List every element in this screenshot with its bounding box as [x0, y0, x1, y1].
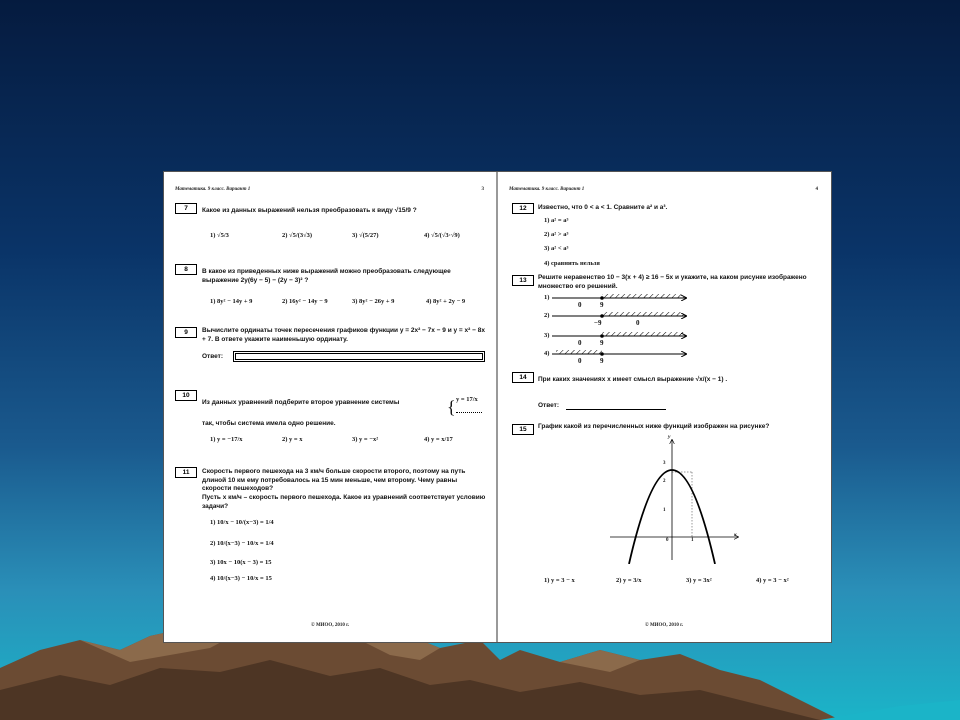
- tick-label: 9: [600, 357, 604, 365]
- answer-option[interactable]: 4) y = x/17: [424, 436, 453, 443]
- page-number: 4: [815, 187, 818, 192]
- parabola-graph: [606, 434, 746, 564]
- answer-option[interactable]: 3) y = −x²: [352, 436, 379, 443]
- answer-option[interactable]: 3) a² < a³: [544, 245, 569, 252]
- tick-label: 9: [600, 339, 604, 347]
- answer-option[interactable]: 4) 10/(x−3) − 10/x = 15: [210, 575, 272, 582]
- question-text: так, чтобы система имела одно решение.: [202, 420, 336, 427]
- tick-label: 0: [636, 319, 640, 327]
- answer-option[interactable]: 2) √5/(3√3): [282, 232, 313, 239]
- page-header: Математика. 9 класс. Вариант 1: [175, 187, 251, 192]
- question-text: В какое из приведенных ниже выражений можно преобразовать следующее выражение 2y(6y − 5) − (2y − 3)² ?: [202, 268, 451, 284]
- answer-option[interactable]: 3) √(5/27): [352, 232, 379, 239]
- answer-option[interactable]: 1) a² = a³: [544, 217, 569, 224]
- answer-option[interactable]: 4) сравнить нельзя: [544, 260, 600, 267]
- question-number: 9: [175, 327, 197, 338]
- question-text: Известно, что 0 < a < 1. Сравните a² и a³.: [538, 204, 668, 211]
- answer-option[interactable]: 3) 10x − 10(x − 3) = 15: [210, 559, 272, 566]
- page-number: 3: [481, 187, 484, 192]
- answer-option[interactable]: 2) 16y² − 14y − 9: [282, 298, 328, 305]
- question-number: 15: [512, 424, 534, 435]
- answer-label: Ответ:: [538, 402, 560, 409]
- answer-option[interactable]: 1): [544, 294, 550, 301]
- tick-label: 3: [663, 461, 666, 466]
- question-number: 13: [512, 275, 534, 286]
- answer-option[interactable]: 4) 8y² + 2y − 9: [426, 298, 466, 305]
- answer-option[interactable]: 1) y = 3 − x: [544, 577, 575, 584]
- page-footer: © МИОО, 2010 г.: [644, 623, 684, 628]
- question-number: 12: [512, 203, 534, 214]
- tick-label: 0: [666, 538, 669, 543]
- answer-option[interactable]: 4) y = 3 − x²: [756, 577, 789, 584]
- system-blank[interactable]: [456, 412, 482, 413]
- question-number: 11: [175, 467, 197, 478]
- left-page: [164, 172, 496, 642]
- answer-option[interactable]: 1) 8y² − 14y + 9: [210, 298, 253, 305]
- answer-option[interactable]: 2) 10/(x−3) − 10/x = 1/4: [210, 540, 274, 547]
- tick-label: −9: [594, 319, 602, 327]
- system-brace: {: [447, 397, 456, 417]
- question-number: 8: [175, 264, 197, 275]
- question-text: При каких значениях x имеет смысл выражение √x/(x − 1) .: [538, 376, 728, 383]
- answer-option[interactable]: 1) 10/x − 10/(x−3) = 1/4: [210, 519, 274, 526]
- question-number: 7: [175, 203, 197, 214]
- answer-option[interactable]: 4) √5/(√3·√9): [424, 232, 460, 239]
- answer-option[interactable]: 2) y = 3/x: [616, 577, 642, 584]
- x-axis-label: x: [734, 532, 737, 538]
- number-line-4[interactable]: [552, 350, 686, 356]
- question-text: Решите неравенство 10 − 3(x + 4) ≥ 16 − 5x и укажите, на каком рисунке изображено множество его решений.: [538, 274, 807, 290]
- question-text: Вычислите ординаты точек пересечения графиков функции y = 2x² − 7x − 9 и y = x² − 8x + 7. В ответе укажите наименьшую ординату.: [202, 327, 485, 343]
- answer-box[interactable]: [233, 351, 485, 362]
- question-text: Из данных уравнений подберите второе уравнение системы: [202, 399, 400, 406]
- answer-option[interactable]: 2): [544, 312, 550, 319]
- question-number: 14: [512, 372, 534, 383]
- tick-label: 0: [578, 339, 582, 347]
- tick-label: 0: [578, 301, 582, 309]
- answer-option[interactable]: 2) a² > a³: [544, 231, 569, 238]
- number-line-3[interactable]: [552, 332, 686, 338]
- number-line-1[interactable]: [552, 294, 686, 300]
- worksheet-spread: [163, 171, 832, 643]
- page-footer: © МИОО, 2010 г.: [310, 623, 350, 628]
- tick-label: 1: [691, 538, 694, 543]
- tick-label: 0: [578, 357, 582, 365]
- y-axis-label: y: [668, 434, 671, 440]
- tick-label: 2: [663, 479, 666, 484]
- answer-option[interactable]: 3): [544, 332, 550, 339]
- number-line-options: [538, 290, 698, 362]
- answer-option[interactable]: 4): [544, 350, 550, 357]
- right-page: [498, 172, 830, 642]
- question-text: График какой из перечисленных ниже функций изображен на рисунке?: [538, 423, 770, 430]
- answer-option[interactable]: 3) y = 3x²: [686, 577, 712, 584]
- answer-option[interactable]: 1) √5/3: [210, 232, 229, 239]
- answer-field[interactable]: [566, 402, 666, 410]
- number-line-2[interactable]: [552, 312, 686, 318]
- page-header: Математика. 9 класс. Вариант 1: [509, 187, 585, 192]
- question-number: 10: [175, 390, 197, 401]
- tick-label: 9: [600, 301, 604, 309]
- question-text: Скорость первого пешехода на 3 км/ч больше скорости второго, поэтому на путь длиной 10 км ему потребовалось на 15 мин меньше, чем второму. Чему равны скорости пешеходов?: [202, 468, 466, 492]
- answer-option[interactable]: 3) 8y² − 26y + 9: [352, 298, 395, 305]
- tick-label: 1: [663, 508, 666, 513]
- question-text: Какое из данных выражений нельзя преобразовать к виду √15/9 ?: [202, 207, 417, 214]
- answer-option[interactable]: 2) y = x: [282, 436, 303, 443]
- answer-label: Ответ:: [202, 353, 224, 360]
- system-equation: y = 17/x: [456, 396, 478, 403]
- question-text: Пусть x км/ч – скорость первого пешехода. Какое из уравнений соответствует условию задачи?: [202, 494, 486, 510]
- answer-option[interactable]: 1) y = −17/x: [210, 436, 243, 443]
